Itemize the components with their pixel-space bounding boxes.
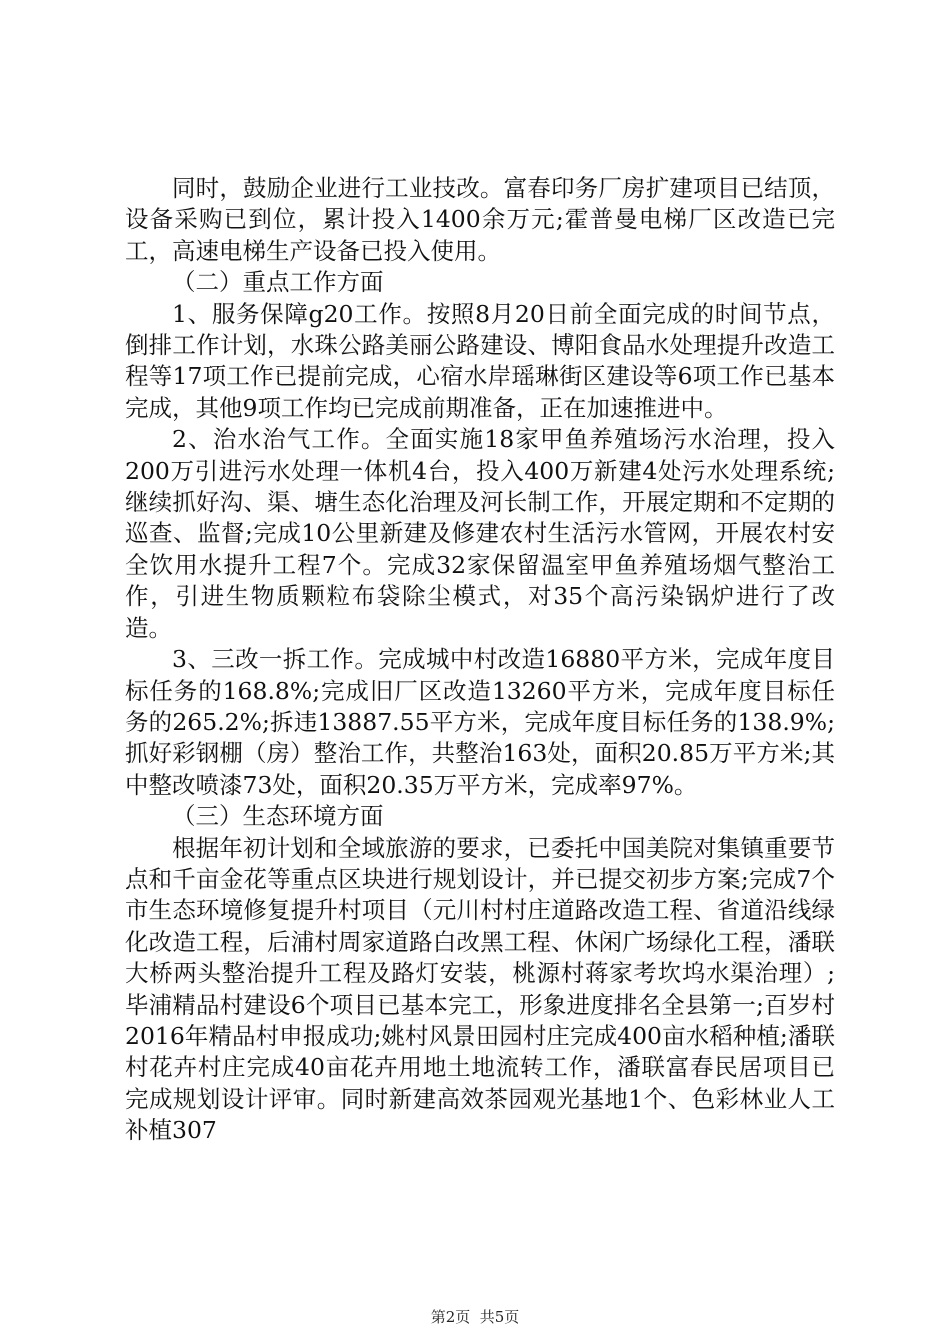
page-footer <box>0 1306 950 1327</box>
page-number: 第2页 共5页 <box>430 1308 520 1326</box>
paragraph-technical-upgrade: 同时，鼓励企业进行工业技改。富春印务厂房扩建项目已结顶，设备采购已到位，累计投入1400余万元;霍普曼电梯厂区改造已完工，高速电梯生产设备已投入使用。 <box>125 174 835 265</box>
paragraph-water-air-governance: 2、治水治气工作。全面实施18家甲鱼养殖场污水治理，投入200万引进污水处理一体机4台，投入400万新建4处污水处理系统;继续抓好沟、渠、塘生态化治理及河长制工作，开展定期和不定期的巡查、监督;完成10公里新建及修建农村生活污水管网，开展农村安全饮用水提升工程7个。完成32家保留温室甲鱼养殖场烟气整治工作，引进生物质颗粒布袋除尘模式，对35个高污染锅炉进行了改造。 <box>125 425 835 642</box>
section-heading-key-work: （二）重点工作方面 <box>172 268 384 297</box>
paragraph-g20-service: 1、服务保障g20工作。按照8月20日前全面完成的时间节点，倒排工作计划，水珠公路美丽公路建设、博阳食品水处理提升改造工程等17项工作已提前完成，心宿水岸瑶琳街区建设等6项工作已基本完成，其他9项工作均已完成前期准备，正在加速推进中。 <box>125 299 835 422</box>
paragraph-ecology-details: 根据年初计划和全域旅游的要求，已委托中国美院对集镇重要节点和千亩金花等重点区块进行规划设计，并已提交初步方案;完成7个市生态环境修复提升村项目（元川村村庄道路改造工程、省道沿线绿化改造工程，后浦村周家道路白改黑工程、休闲广场绿化工程，潘联大桥两头整治提升工程及路灯安装，桃源村蒋家考坎坞水渠治理）;毕浦精品村建设6个项目已基本完工，形象进度排名全县第一;百岁村2016年精品村申报成功;姚村风景田园村庄完成400亩水稻种植;潘联村花卉村庄完成40亩花卉用地土地流转工作，潘联富春民居项目已完成规划设计评审。同时新建高效茶园观光基地1个、色彩林业人工补植307 <box>125 833 835 1145</box>
section-heading-ecology: （三）生态环境方面 <box>172 802 384 831</box>
document-body <box>125 173 835 1147</box>
paragraph-three-reforms-one-demolition: 3、三改一拆工作。完成城中村改造16880平方米，完成年度目标任务的168.8%;完成旧厂区改造13260平方米，完成年度目标任务的265.2%;拆违13887.55平方米，完成年度目标任务的138.9%;抓好彩钢棚（房）整治工作，共整治163处，面积20.85万平方米;其中整改喷漆73处，面积20.35万平方米，完成率97%。 <box>125 645 835 799</box>
